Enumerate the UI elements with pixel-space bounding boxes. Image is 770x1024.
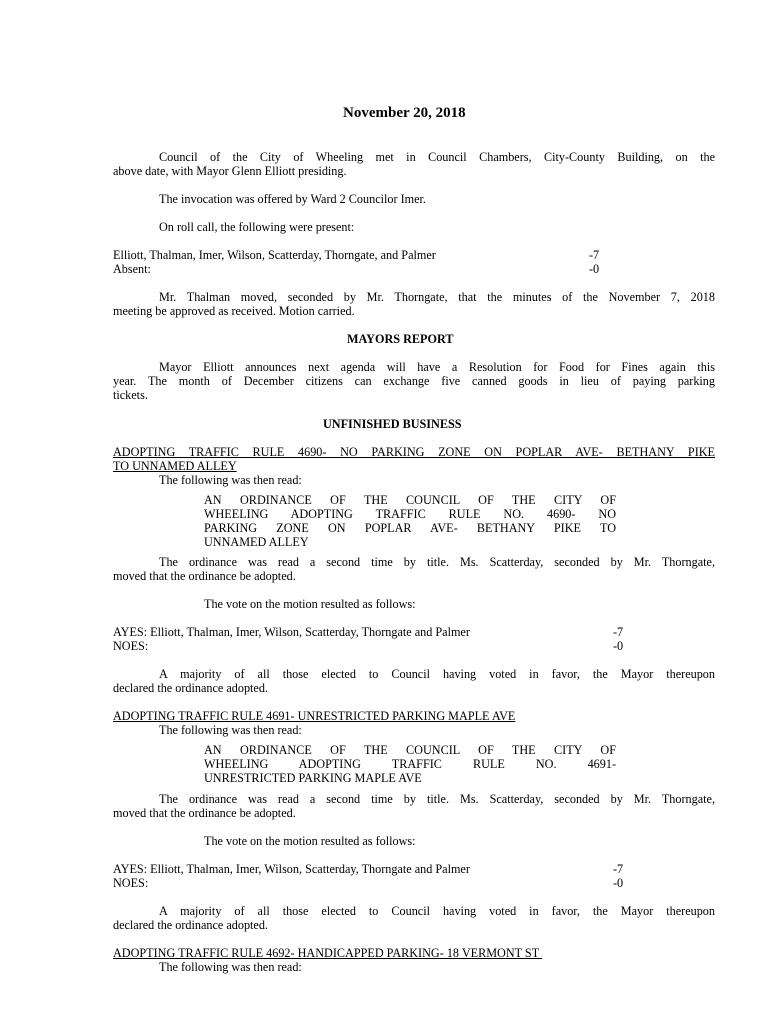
item2-ayes: AYES: Elliott, Thalman, Imer, Wilson, Scatterday, Thorngate and Palmer xyxy=(113,862,470,876)
item1-result-line-1: A majority of all those elected to Council having voted in favor, the Mayor thereupon xyxy=(159,667,715,681)
page-title: November 20, 2018 xyxy=(343,105,466,121)
opening-line-1: Council of the City of Wheeling met in Council Chambers, City-County Building, on the xyxy=(159,150,715,164)
item1-ordinance-line-3: PARKING ZONE ON POPLAR AVE- BETHANY PIKE TO xyxy=(204,521,616,535)
roll-call-absent-count: -0 xyxy=(589,262,600,276)
item1-ayes: AYES: Elliott, Thalman, Imer, Wilson, Scatterday, Thorngate and Palmer xyxy=(113,625,470,639)
item2-read-intro: The following was then read: xyxy=(159,723,302,737)
roll-call-intro: On roll call, the following were present: xyxy=(159,220,355,234)
item1-noes-count: -0 xyxy=(613,639,624,653)
item1-ordinance-line-2: WHEELING ADOPTING TRAFFIC RULE NO. 4690- NO xyxy=(204,507,616,521)
item3-heading: ADOPTING TRAFFIC RULE 4692- HANDICAPPED PARKING- 18 VERMONT ST xyxy=(113,946,542,960)
invocation-text: The invocation was offered by Ward 2 Councilor Imer. xyxy=(159,192,426,206)
minutes-motion-line-2: meeting be approved as received. Motion carried. xyxy=(113,304,355,318)
item2-noes: NOES: xyxy=(113,876,149,890)
mayors-report-line-3: tickets. xyxy=(113,388,148,402)
item2-ordinance-line-1: AN ORDINANCE OF THE COUNCIL OF THE CITY OF xyxy=(204,743,616,757)
item2-noes-count: -0 xyxy=(613,876,624,890)
roll-call-present-count: -7 xyxy=(589,248,600,262)
unfinished-business-heading: UNFINISHED BUSINESS xyxy=(323,417,462,431)
item2-ayes-count: -7 xyxy=(613,862,624,876)
item2-result-line-1: A majority of all those elected to Council having voted in favor, the Mayor thereupon xyxy=(159,904,715,918)
item2-vote-intro: The vote on the motion resulted as follows: xyxy=(204,834,416,848)
opening-line-2: above date, with Mayor Glenn Elliott presiding. xyxy=(113,164,347,178)
item2-second-reading-line-2: moved that the ordinance be adopted. xyxy=(113,806,296,820)
item1-result-line-2: declared the ordinance adopted. xyxy=(113,681,268,695)
item2-second-reading-line-1: The ordinance was read a second time by title. Ms. Scatterday, seconded by Mr. Thorngate, xyxy=(159,792,715,806)
item1-ordinance-line-1: AN ORDINANCE OF THE COUNCIL OF THE CITY OF xyxy=(204,493,616,507)
mayors-report-heading: MAYORS REPORT xyxy=(347,332,454,346)
item1-heading-line-2: TO UNNAMED ALLEY xyxy=(113,459,237,473)
item1-second-reading-line-1: The ordinance was read a second time by title. Ms. Scatterday, seconded by Mr. Thorngate, xyxy=(159,555,715,569)
item2-heading: ADOPTING TRAFFIC RULE 4691- UNRESTRICTED PARKING MAPLE AVE xyxy=(113,709,516,723)
item2-ordinance-line-2: WHEELING ADOPTING TRAFFIC RULE NO. 4691- xyxy=(204,757,616,771)
item1-second-reading-line-2: moved that the ordinance be adopted. xyxy=(113,569,296,583)
minutes-motion-line-1: Mr. Thalman moved, seconded by Mr. Thorngate, that the minutes of the November 7, 2018 xyxy=(159,290,715,304)
mayors-report-line-1: Mayor Elliott announces next agenda will have a Resolution for Food for Fines again this xyxy=(159,360,715,374)
roll-call-present: Elliott, Thalman, Imer, Wilson, Scatterday, Thorngate, and Palmer xyxy=(113,248,436,262)
item2-result-line-2: declared the ordinance adopted. xyxy=(113,918,268,932)
roll-call-absent: Absent: xyxy=(113,262,151,276)
item1-ayes-count: -7 xyxy=(613,625,624,639)
item1-vote-intro: The vote on the motion resulted as follows: xyxy=(204,597,416,611)
item1-heading-line-1: ADOPTING TRAFFIC RULE 4690- NO PARKING ZONE ON POPLAR AVE- BETHANY PIKE xyxy=(113,445,715,459)
item1-read-intro: The following was then read: xyxy=(159,473,302,487)
item2-ordinance-line-3: UNRESTRICTED PARKING MAPLE AVE xyxy=(204,771,422,785)
mayors-report-line-2: year. The month of December citizens can exchange five canned goods in lieu of paying parking xyxy=(113,374,715,388)
item3-read-intro: The following was then read: xyxy=(159,960,302,974)
item1-noes: NOES: xyxy=(113,639,149,653)
item1-ordinance-line-4: UNNAMED ALLEY xyxy=(204,535,309,549)
